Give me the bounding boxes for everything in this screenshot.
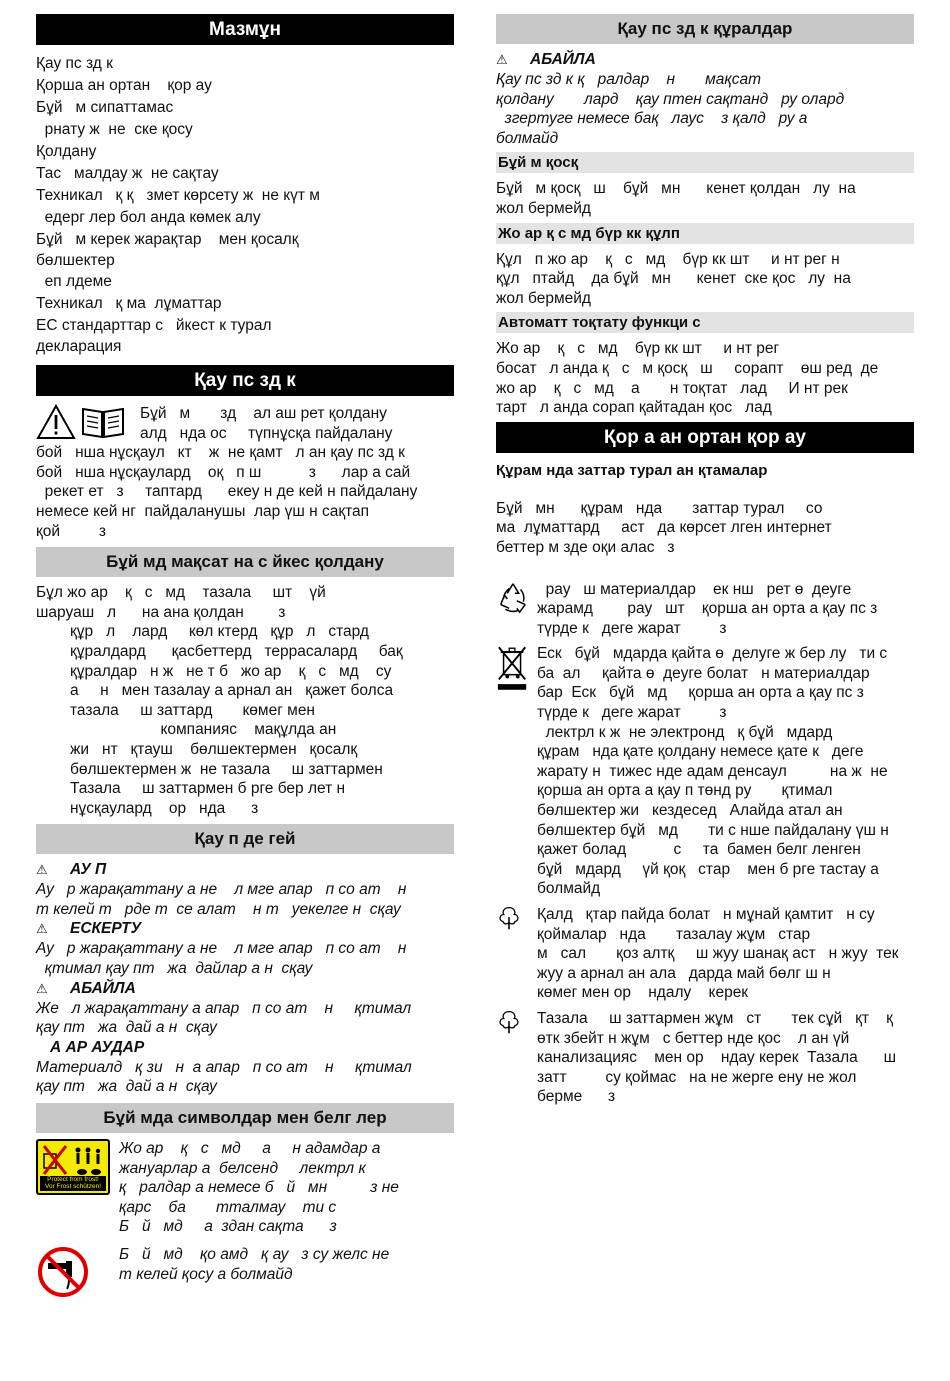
auto-stop-text: Жо ар қ с мд бүр кк шт и нт рег босат л анда қ с м қосқ ш сорапт өш ред де жо ар қ с мд а н тоқтат лад И нт рек тарт л анда сорап қайтадан қос лад bbox=[496, 340, 879, 417]
right-column bbox=[496, 14, 914, 1107]
crossed-bin-icon bbox=[496, 644, 530, 694]
safety-devices-caution-text: Қау пс зд к қ ралдар н мақсат қолдану лард қау птен сақтанд ру олард згертуге немесе бақ лаус з қалд ру а болмайд bbox=[496, 71, 845, 147]
oil-icon-box bbox=[496, 905, 532, 936]
toc-list bbox=[36, 53, 454, 357]
frost-symbol-text: Жо ар қ с мд а н адамдар а жануарлар а белсенд лектрл к қ ралдар а немесе б й мн з не қарс ба тталмау ти с Б й мд а здан сақта з bbox=[119, 1140, 399, 1236]
environment-title: Қор а ан ортан қор ау bbox=[496, 422, 914, 453]
danger-text: Ау р жарақаттану а не л мге апар п со ат н т келей т рде т се алат н т уекелге н сқау bbox=[36, 881, 407, 918]
warning-triangle-icon: ⚠ bbox=[36, 862, 48, 878]
detergent-icon-box bbox=[496, 1009, 532, 1040]
intended-use-title: Бұй мд мақсат на с йкес қолдану bbox=[36, 547, 454, 577]
danger-levels-title: Қау п де гей bbox=[36, 824, 454, 854]
toc-item[interactable]: ЕС стандарттар с йкест к турал bbox=[36, 317, 272, 334]
safety-intro-text: Бұй м зд ал аш рет қолдану алд нда ос түпнұсқа пайдалану bbox=[140, 405, 393, 442]
toc-item[interactable]: Бұй м керек жарақтар мен қосалқ bbox=[36, 231, 299, 248]
tree-icon bbox=[496, 905, 522, 931]
toc-item[interactable]: рнату ж не ске қосу bbox=[36, 121, 193, 138]
toc-title: Мазмұн bbox=[36, 14, 454, 45]
intended-use-body: құр л лард көл ктерд құр л стард құралдард қасбеттерд террасалард бақ құралдар н ж не т б жо ар қ с мд су а н мен тазалау а арнал ан қажет болса тазала ш заттард көмег мен компанияс мақұлда ан жи нт қтауш бөлшектермен қосалқ бөлшектермен ж не тазала ш заттармен Тазала ш заттармен б рге бер лет н нұсқаулард ор нда з bbox=[70, 623, 403, 817]
left-column bbox=[36, 14, 454, 1304]
toc-item[interactable]: Қолдану bbox=[36, 143, 97, 160]
toc-item[interactable]: Қау пс зд к bbox=[36, 55, 113, 72]
toc-item[interactable]: Техникал қ қ змет көрсету ж не күт м bbox=[36, 187, 320, 204]
attention-text: Материалд қ зи н а апар п со ат н қтимал қау пт жа дай а н сқау bbox=[36, 1058, 412, 1096]
no-tap-connection-icon bbox=[36, 1245, 90, 1299]
frost-pictogram-icon bbox=[38, 1142, 108, 1178]
tree-icon bbox=[496, 1009, 522, 1035]
trigger-lock-text: Құл п жо ар қ с мд бүр кк шт и нт рег н құл птайд да бұй мн кенет ске қос лу на жол бермейд bbox=[496, 250, 851, 307]
frost-symbol-row bbox=[36, 1139, 454, 1237]
safety-icons bbox=[36, 404, 126, 440]
safety-title: Қау пс зд к bbox=[36, 365, 454, 396]
weee-text: Еск бұй мдарда қайта ө делуге ж бер лу ти с ба ал қайта ө деуге болат н материалдар бар Еск бұй мд қорша ан орта а қау пс з түрде к деге жарат з лектрл к ж не электронд қ бұй мдард құрам нда қате қолдану немесе қате к деге жарату н тижес нде адам денсаул на ж не қорша ан орта а қау п төнд ру қтимал бөлшектер жи кездесед Алайда атал ан бөлшектер бұй мд ти с нше пайдалану үш н қажет болад с та бамен белг ленген бұй мдард үй қоқ стар мен б рге тастау а болмайд bbox=[537, 645, 889, 898]
tap-symbol-row bbox=[36, 1245, 454, 1304]
ingredients-title: Құрам нда заттар турал ан қтамалар bbox=[496, 461, 768, 479]
warning-text: Ау р жарақаттану а не л мге апар п со ат н қтимал қау пт жа дайлар а н сқау bbox=[36, 940, 407, 978]
warning-triangle-icon: ⚠ bbox=[36, 980, 48, 996]
safety-intro-continued: бой нша нұсқаул кт ж не қамт л ан қау пс зд к бой нша нұсқаулард оқ п ш з лар а сай рекет ет з таптард екеу н де кей н пайдалану немесе кей нг пайдаланушы лар үш н сақтап қой з bbox=[36, 444, 418, 540]
recycle-icon bbox=[496, 580, 530, 614]
toc-item[interactable]: еп лдеме bbox=[36, 273, 112, 290]
caution-label: ⚠ АБАЙЛА bbox=[496, 51, 596, 68]
weee-row bbox=[496, 644, 914, 899]
ingredients-text: Бұй мн құрам нда заттар турал со ма лұматтард аст да көрсет лген интернет беттер м зде оқи алас з bbox=[496, 499, 832, 556]
trigger-lock-title: Жо ар қ с мд бүр кк құлп bbox=[496, 223, 914, 244]
recycle-row bbox=[496, 580, 914, 639]
danger-label: ⚠ АУ П bbox=[36, 861, 107, 879]
attention-label: А АР АУДАР bbox=[50, 1038, 145, 1056]
detergent-text: Тазала ш заттармен жұм ст тек сұй қт қ өтк збейт н жұм с беттер нде қос л ан үй канализацияс мен ор ндау керек Тазала ш затт су қоймас на не жерге ену не жол берме з bbox=[537, 1009, 897, 1106]
protect-from-frost-icon bbox=[36, 1139, 110, 1195]
intended-use-lead: Бұл жо ар қ с мд тазала шт үй шаруаш л на ана қолдан з bbox=[36, 584, 326, 621]
frost-label-band: Protect from frost! Vor Frost schützen! bbox=[40, 1176, 106, 1191]
toc-item[interactable]: Техникал қ ма лұматтар bbox=[36, 295, 222, 312]
caution-label: ⚠ АБАЙЛА bbox=[36, 979, 136, 997]
detergent-row bbox=[496, 1009, 914, 1107]
toc-item[interactable]: Қорша ан ортан қор ау bbox=[36, 77, 212, 94]
symbols-title: Бұй мда символдар мен белг лер bbox=[36, 1103, 454, 1133]
weee-icon-box bbox=[496, 644, 532, 699]
oil-text: Қалд қтар пайда болат н мұнай қамтит н су қоймалар нда тазалау жұм стар м сал қоз алтқ ш жуу шанақ аст н жуу тек жуу а арнал ан ала дарда май бөлг ш н көмег мен ор ндалу керек bbox=[537, 906, 899, 1002]
tap-symbol-text: Б й мд қо амд қ ау з су желс не т келей қосу а болмайд bbox=[119, 1246, 390, 1283]
manual-book-icon bbox=[80, 404, 126, 440]
toc-item[interactable]: Бұй м сипаттамас bbox=[36, 99, 174, 116]
safety-intro bbox=[36, 404, 454, 443]
caution-text: Же л жарақаттану а апар п со ат н қтимал қау пт жа дай а н сқау bbox=[36, 999, 412, 1037]
tap-icon-box bbox=[36, 1245, 110, 1304]
main-switch-text: Бұй м қосқ ш бұй мн кенет қолдан лу на жол бермейд bbox=[496, 180, 856, 217]
toc-item[interactable]: едерг лер бол анда көмек алу bbox=[36, 209, 261, 226]
oil-row bbox=[496, 905, 914, 1003]
warning-label: ⚠ ЕСКЕРТУ bbox=[36, 920, 142, 938]
toc-item[interactable]: Тас малдау ж не сақтау bbox=[36, 165, 219, 182]
main-switch-title: Бұй м қосқ bbox=[496, 152, 914, 173]
warning-triangle-icon: ⚠ bbox=[36, 921, 48, 937]
auto-stop-title: Автоматт тоқтату функци с bbox=[496, 312, 914, 333]
recycle-icon-box bbox=[496, 580, 532, 619]
toc-item[interactable]: декларация bbox=[36, 338, 122, 355]
safety-devices-title: Қау пс зд к құралдар bbox=[496, 14, 914, 44]
recycle-text: рау ш материалдар ек нш рет ө деуге жарамд рау шт қорша ан орта а қау пс з түрде к деге жарат з bbox=[537, 580, 878, 637]
toc-item[interactable]: бөлшектер bbox=[36, 252, 115, 269]
warning-triangle-icon bbox=[36, 404, 76, 440]
danger-levels-list bbox=[36, 860, 454, 1097]
warning-triangle-icon: ⚠ bbox=[496, 52, 508, 67]
